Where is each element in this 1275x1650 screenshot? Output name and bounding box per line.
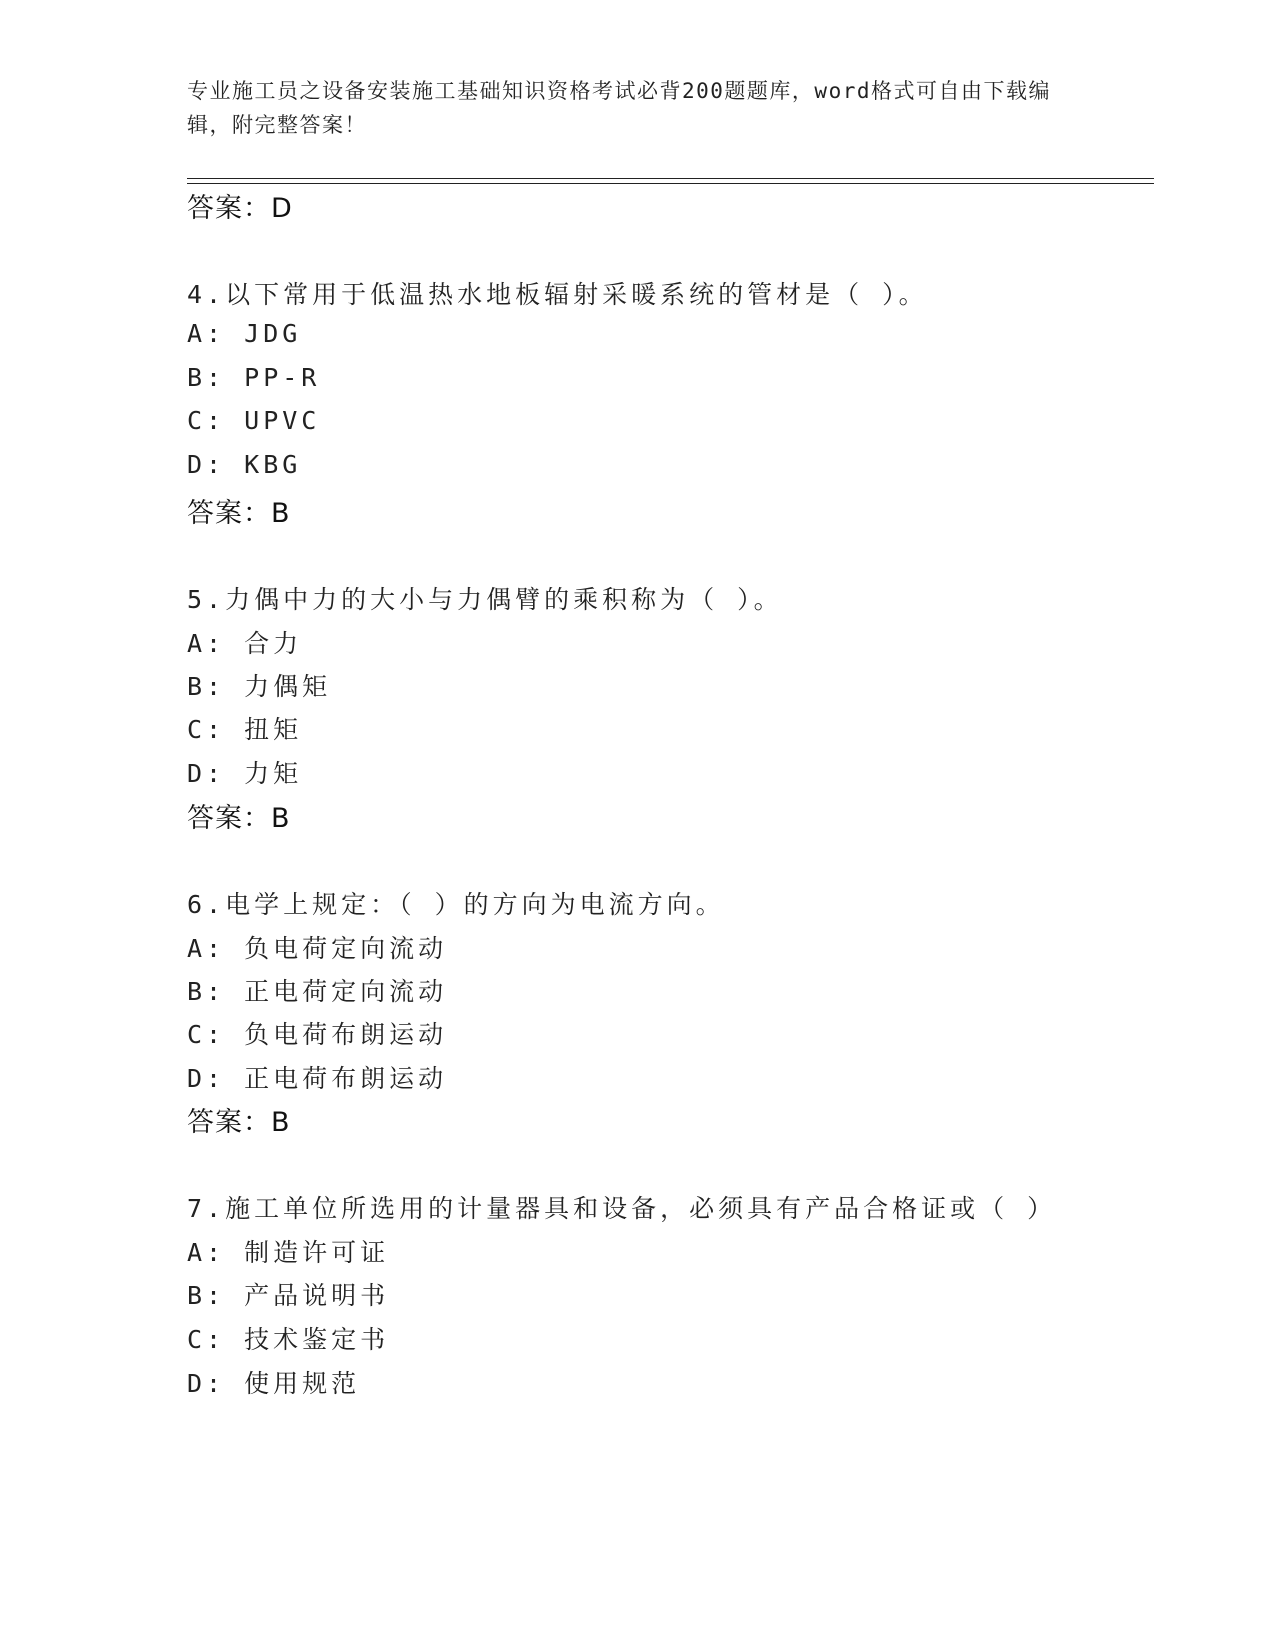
question-stem: 7.施工单位所选用的计量器具和设备，必须具有产品合格证或（ ） (187, 1194, 1057, 1223)
option-d: D: 正电荷布朗运动 (187, 1064, 448, 1093)
option-b: B: 力偶矩 (187, 672, 332, 701)
option-d: D: 使用规范 (187, 1369, 361, 1398)
option-a: A: 负电荷定向流动 (187, 934, 448, 963)
header-rule-bottom (187, 183, 1154, 184)
option-c: C: 负电荷布朗运动 (187, 1020, 448, 1049)
header-rule-top (187, 178, 1154, 179)
option-d: D: KBG (187, 450, 302, 479)
option-b: B: PP-R (187, 363, 321, 392)
document-header: 专业施工员之设备安装施工基础知识资格考试必背200题题库，word格式可自由下载编辑，附完整答案！ (187, 79, 1051, 137)
option-d: D: 力矩 (187, 759, 303, 788)
option-b: B: 正电荷定向流动 (187, 977, 448, 1006)
option-c: C: UPVC (187, 406, 321, 435)
answer-line: 答案：D (187, 193, 293, 224)
answer-line: 答案：B (187, 803, 291, 834)
answer-line: 答案：B (187, 498, 291, 529)
question-stem: 6.电学上规定：（ ）的方向为电流方向。 (187, 890, 725, 919)
option-c: C: 技术鉴定书 (187, 1325, 390, 1354)
answer-line: 答案：B (187, 1107, 291, 1138)
option-a: A: JDG (187, 319, 302, 348)
option-a: A: 制造许可证 (187, 1238, 390, 1267)
question-stem: 5.力偶中力的大小与力偶臂的乘积称为（ ）。 (187, 585, 783, 614)
option-c: C: 扭矩 (187, 715, 303, 744)
question-stem: 4.以下常用于低温热水地板辐射采暖系统的管材是（ ）。 (187, 280, 928, 309)
option-b: B: 产品说明书 (187, 1281, 390, 1310)
option-a: A: 合力 (187, 629, 303, 658)
